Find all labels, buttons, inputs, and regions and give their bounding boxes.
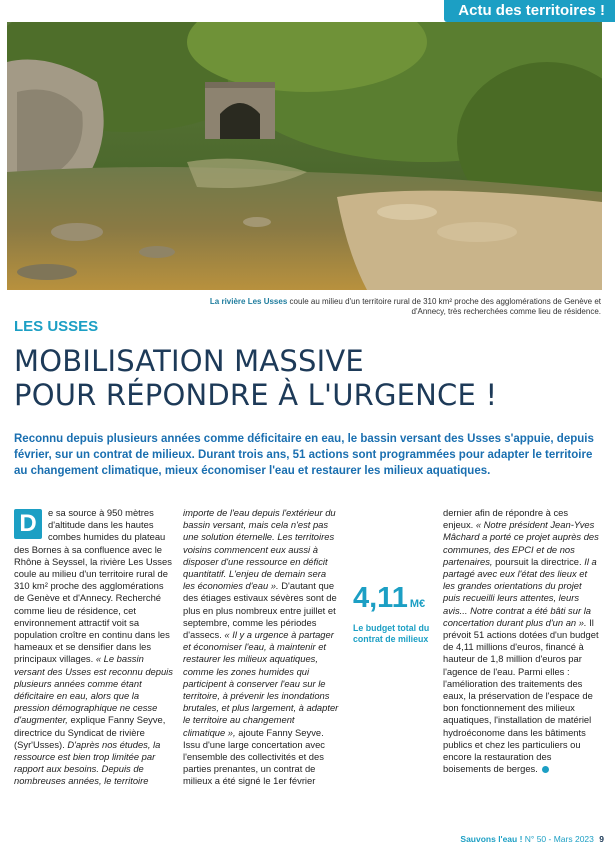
quote-run: D'après nos études, la ressource est bien trop limitée par rapport aux besoins. Depuis de nombreuses années, le territoire [14,738,161,787]
paragraph [183,507,339,788]
article-title [14,344,594,412]
title-line-1: MOBILISATION MASSIVE [14,344,364,378]
caption-bold: La rivière Les Usses [209,297,288,306]
quote-run: « Notre président Jean-Yves Mâchard a porté ce projet auprès des communes, des EPCI et de nos partenaires, [443,519,599,567]
text-run: explique Fanny Seyve, directrice du Syndicat de rivière (Syr'Usses). [14,714,166,750]
issue-number: N° 50 [524,834,547,844]
drop-cap: D [14,509,42,539]
text-run: dernier afin de répondre à ces enjeux. [443,507,569,531]
page-number: 9 [599,834,604,844]
text-run: poursuit la directrice. [495,555,582,567]
quote-run: « Le bassin versant des Usses est reconnu depuis plusieurs années comme étant déficitaire en eau, alors que la pression démographique ne cesse d'augmenter, [14,653,173,726]
key-figure-unit: M€ [409,598,426,610]
quote-run: Il a partagé avec eux l'état des lieux et les grandes orientations du projet puis recueilli leurs attentes, leurs avis... Notre contrat a été bâti sur la concertation durant plus d'un an ». [443,555,597,628]
key-figure-number: 4,11 [353,582,408,614]
section-banner: Actu des territoires ! [444,0,615,22]
text-run: e sa source à 950 mètres d'altitude dans les hautes combes humides du plateau des Bornes à sa confluence avec le Rhône à Seyssel, la rivière Les Usses coule au milieu d'un territoire rural de 310 km² proche des agglomérations de Genève et d'Annecy. Recherché comme lieu de résidence, cet environnement attractif voit sa population croître en continu dans les hameaux et se densifier dans les principaux villages. [14,507,172,665]
paragraph [443,507,599,775]
paragraph [14,507,174,788]
column-2 [183,507,339,788]
river-photo [7,22,602,290]
text-run: D'autant que des étiages estivaux sévères sont de plus en plus nombreux entre juillet et septembre, comme les périodes d'assecs. [183,580,337,641]
quote-run: importe de l'eau depuis l'extérieur du bassin versant, mais cela n'est pas une solution éternelle. Les territoires voisins commencent eux aussi à disposer d'une ressource en déficit quantitatif. L'enjeu de demain sera les économies d'eau ». [183,507,336,592]
magazine-name: Sauvons l'eau ! [460,834,523,844]
page-footer: Sauvons l'eau ! N° 50 - Mars 2023 9 [460,834,604,844]
article-lead: Reconnu depuis plusieurs années comme déficitaire en eau, le bassin versant des Usses s'appuie, depuis février, sur un contrat de milieux. Durant trois ans, 51 actions sont programmées pour adapter le territoire au changement climatique, mieux économiser l'eau et restaurer les milieux aquatiques. [14,433,594,477]
text-run: Il prévoit 51 actions dotées d'un budget de 4,11 millions d'euros, financé à hauteur de 1,8 million d'euros par l'agence de l'eau. Parmi elles : l'amélioration des traitements des eaux, la préservation de l'espace de bon fonctionnement des milieux aquatiques, l'installation de matériel hydroéconome dans les bâtiments publics et chez les particuliers ou encore la restauration des boisements de berges. [443,616,599,775]
key-figure [353,583,435,645]
key-figure-label: Le budget total du contrat de milieux [353,623,430,644]
article-kicker: LES USSES [14,318,99,335]
quote-run: « Il y a urgence à partager et économiser l'eau, à maintenir et restaurer les milieux aquatiques, comme les zones humides qui participent à conserver l'eau sur le territoire, à prévenir les inondations brutales, et plus largement, à adapter le territoire au changement climatique », [183,629,339,738]
column-1 [14,507,174,788]
title-line-2: POUR RÉPONDRE À L'URGENCE ! [14,378,498,412]
text-run: ajoute Fanny Seyve. Issu d'une large concertation avec l'ensemble des collectivités et des parties prenantes, un contrat de milieux a été signé le 1er février [183,726,325,787]
caption-text: coule au milieu d'un territoire rural de 310 km² proche des agglomérations de Genève et d'Annecy, très recherchées comme lieu de résidence. [289,297,601,316]
end-mark-icon [542,766,549,773]
column-3 [443,507,599,775]
key-figure-value [353,583,435,619]
photo-caption [181,297,601,317]
issue-date: Mars 2023 [553,834,594,844]
